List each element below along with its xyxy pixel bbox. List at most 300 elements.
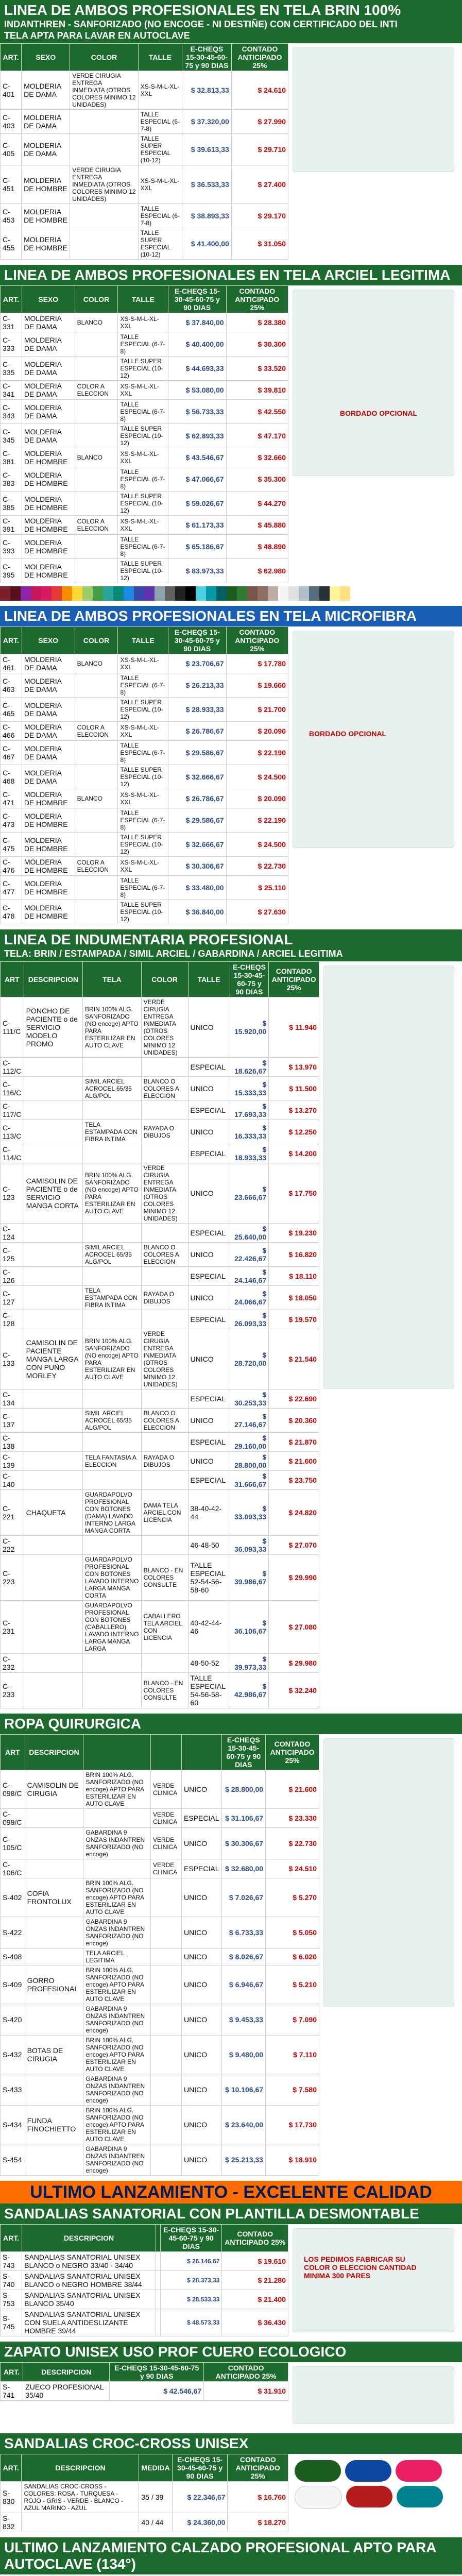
table-cell: $ 44.270 xyxy=(226,492,288,516)
table-cell xyxy=(150,1878,181,1917)
table-cell: $ 47.066,67 xyxy=(168,467,226,492)
table-cell: C-117/C xyxy=(1,1101,24,1120)
table-row xyxy=(1,1673,319,1708)
table-cell xyxy=(24,1077,82,1101)
section-title-zapato: ZAPATO UNISEX USO PROF CUERO ECOLOGICO xyxy=(4,2344,347,2360)
table-cell: C-133 xyxy=(1,1329,24,1389)
table-cell xyxy=(75,424,118,448)
table-cell: BRIN 100% ALG. SANFORIZADO (NO encoge) APTO PARA ESTERILIZAR EN AUTO CLAVE xyxy=(83,2036,151,2074)
table-row xyxy=(1,1433,319,1452)
table-cell: $ 21.600 xyxy=(266,1770,319,1809)
table-cell: C-461 xyxy=(1,654,22,673)
section-sandalias-sanatorial xyxy=(0,2204,462,2336)
table-row xyxy=(1,654,288,673)
table-cell: TALLE ESPECIAL (6-7-8) xyxy=(118,467,168,492)
table-cell: C-475 xyxy=(1,833,22,857)
th-art: ART. xyxy=(1,627,22,654)
section-header-sandalias xyxy=(0,2204,462,2224)
swatch xyxy=(196,586,206,601)
table-cell: TALLE ESPECIAL 52-54-56-58-60 xyxy=(188,1555,230,1601)
table-cell: $ 7.110 xyxy=(266,2036,319,2074)
cell-color: VERDE CIRUGIA ENTREGA INMEDIATA (OTROS COLORES MINIMO 12 UNIDADES) xyxy=(70,71,139,110)
table-cell xyxy=(83,1101,142,1120)
table-cell: VERDE CLINICA xyxy=(150,1770,181,1809)
swatch xyxy=(82,586,93,601)
section-header-calzado-prof xyxy=(0,2537,462,2574)
table-cell xyxy=(75,698,118,722)
table-cell: C-391 xyxy=(1,516,22,535)
swatch xyxy=(10,586,21,601)
table-cell: $ 26.146,67 xyxy=(161,2252,222,2271)
table-cell: $ 9.480,00 xyxy=(221,2036,266,2074)
table-cell: C-233 xyxy=(1,1673,24,1708)
image-arciel xyxy=(288,285,458,583)
croc-color-grid xyxy=(293,2458,454,2511)
table-cell: $ 31.666,67 xyxy=(230,1471,269,1490)
table-row xyxy=(1,900,288,924)
th-tela: TELA xyxy=(83,962,142,997)
table-cell: CAMISOLIN DE PACIENTE MANGA LARGA CON PUÑO MORLEY xyxy=(24,1329,82,1389)
th-descripcion: DESCRIPCION xyxy=(24,962,82,997)
croc-shoe xyxy=(345,2460,391,2482)
table-cell: S-420 xyxy=(1,2004,25,2036)
table-cell xyxy=(141,1267,188,1286)
table-indumentaria-wrap xyxy=(0,961,319,1708)
table-cell xyxy=(75,741,118,765)
table-quirurgica-wrap xyxy=(0,1734,319,2176)
table-cell: MOLDERIA DE HOMBRE xyxy=(22,857,75,876)
table-cell: C-343 xyxy=(1,400,22,424)
table-cell: UNICO xyxy=(182,1878,221,1917)
section-header-brin xyxy=(0,0,462,43)
table-cell: UNICO xyxy=(182,1828,221,1859)
section-subtitle-brin-2: TELA APTA PARA LAVAR EN AUTOCLAVE xyxy=(4,30,190,41)
table-cell: MOLDERIA DE HOMBRE xyxy=(22,516,75,535)
table-cell: $ 42.550 xyxy=(226,400,288,424)
table-cell: UNICO xyxy=(182,1965,221,2004)
table-cell: $ 6.020 xyxy=(266,1948,319,1965)
table-cell xyxy=(75,332,118,357)
table-cell: ESPECIAL xyxy=(188,1471,230,1490)
table-row xyxy=(1,2144,319,2176)
table-cell: MOLDERIA DE DAMA xyxy=(22,741,75,765)
section-header-arciel xyxy=(0,265,462,285)
table-cell: $ 8.026,67 xyxy=(221,1948,266,1965)
table-cell xyxy=(150,1917,181,1948)
swatch xyxy=(206,586,216,601)
table-cell: BRIN 100% ALG. SANFORIZADO (NO encoge) APTO PARA ESTERILIZAR EN AUTO CLAVE xyxy=(83,1770,151,1809)
table-cell xyxy=(75,559,118,583)
table-cell: $ 37.840,00 xyxy=(168,313,226,332)
table-cell: $ 44.693,33 xyxy=(168,357,226,381)
table-cell: $ 56.733,33 xyxy=(168,400,226,424)
table-cell: $ 32.660 xyxy=(226,448,288,467)
section-subtitle-indumentaria: TELA: BRIN / ESTAMPADA / SIMIL ARCIEL / GABARDINA / ARCIEL LEGITIMA xyxy=(4,948,343,959)
table-cell: BRIN 100% ALG. SANFORIZADO (NO encoge) APTO PARA ESTERILIZAR EN AUTO CLAVE xyxy=(83,1329,142,1389)
th-echeq: E-CHEQS 15-30-45-60-75 y 90 DIAS xyxy=(110,2363,204,2382)
table-cell: C-112/C xyxy=(1,1058,24,1077)
model-photo xyxy=(293,631,454,848)
table-row xyxy=(1,2106,319,2144)
table-cell xyxy=(24,1101,82,1120)
table-row xyxy=(1,2036,319,2074)
table-brin xyxy=(0,43,288,260)
table-cell xyxy=(141,1058,188,1077)
table-row xyxy=(1,2309,288,2336)
swatch xyxy=(144,586,155,601)
table-cell: SIMIL ARCIEL ACROCEL 65/35 ALG/POL xyxy=(83,1409,142,1433)
table-row xyxy=(1,1452,319,1471)
table-cell: S-402 xyxy=(1,1878,25,1917)
table-cell xyxy=(75,765,118,789)
table-cell: 40-42-44-46 xyxy=(188,1601,230,1654)
table-cell: $ 17.730 xyxy=(266,2106,319,2144)
table-cell xyxy=(83,1144,142,1163)
th-color: COLOR xyxy=(70,44,139,71)
table-row xyxy=(1,467,288,492)
table-cell xyxy=(141,1471,188,1490)
table-cell xyxy=(150,2144,181,2176)
table-cell: BOTAS DE CIRUGIA xyxy=(25,2036,83,2074)
table-cell xyxy=(24,1471,82,1490)
section-title-calzado-prof: ULTIMO LANZAMIENTO CALZADO PROFESIONAL APTO PARA AUTOCLAVE (134°) xyxy=(4,2539,436,2572)
swatch xyxy=(155,586,165,601)
table-cell: TALLE SUPER ESPECIAL (10-12) xyxy=(118,559,168,583)
table-cell xyxy=(156,2252,161,2271)
swatch xyxy=(237,586,247,601)
th-talle: TALLE xyxy=(118,286,168,313)
table-cell: MOLDERIA DE DAMA xyxy=(22,381,75,400)
sandalias-note: LOS PEDIMOS FABRICAR SU COLOR O ELECCION CANTIDAD MINIMA 300 PARES xyxy=(304,2255,417,2280)
table-cell: MOLDERIA DE HOMBRE xyxy=(22,900,75,924)
table-cell: $ 31.106,67 xyxy=(221,1809,266,1828)
table-cell: ESPECIAL xyxy=(188,1101,230,1120)
table-cell: $ 7.026,67 xyxy=(221,1878,266,1917)
section-zapato xyxy=(0,2342,462,2428)
table-cell: MOLDERIA DE DAMA xyxy=(22,654,75,673)
cell-color xyxy=(70,134,139,165)
cell-art: C-405 xyxy=(1,134,22,165)
table-cell xyxy=(24,1310,82,1329)
table-cell: $ 45.880 xyxy=(226,516,288,535)
table-cell: BRIN 100% ALG. SANFORIZADO (NO encoge) APTO PARA ESTERILIZAR EN AUTO CLAVE xyxy=(83,1163,142,1224)
table-cell: $ 10.106,67 xyxy=(221,2074,266,2106)
table-cell xyxy=(141,1224,188,1243)
table-cell xyxy=(150,2074,181,2106)
table-cell: BLANCO O COLORES A ELECCION xyxy=(141,1077,188,1101)
table-cell: UNICO xyxy=(188,1286,230,1310)
table-cell: S-422 xyxy=(1,1917,25,1948)
table-cell: $ 33.093,33 xyxy=(230,1490,269,1536)
table-croc xyxy=(0,2454,288,2532)
cell-echeq: $ 42.546,67 xyxy=(110,2382,204,2401)
table-cell: $ 30.253,33 xyxy=(230,1389,269,1409)
table-row xyxy=(1,559,288,583)
table-cell xyxy=(24,1120,82,1144)
table-cell: RAYADA O DIBUJOS xyxy=(141,1452,188,1471)
table-cell: SIMIL ARCIEL ACROCEL 65/35 ALG/POL xyxy=(83,1243,142,1267)
table-cell: $ 65.186,67 xyxy=(168,535,226,559)
table-cell: CAMISOLIN DE PACIENTE o de SERVICIO MANGA CORTA xyxy=(24,1163,82,1224)
th-art: ART. xyxy=(1,2454,22,2482)
table-cell xyxy=(24,1433,82,1452)
table-row xyxy=(1,424,288,448)
th-contado: CONTADO ANTICIPADO 25% xyxy=(226,627,288,654)
table-cell: $ 23.330 xyxy=(266,1809,319,1828)
table-row xyxy=(1,2290,288,2309)
table-cell xyxy=(141,1433,188,1452)
table-cell: $ 21.870 xyxy=(269,1433,319,1452)
table-cell: C-468 xyxy=(1,765,22,789)
table-cell xyxy=(75,808,118,833)
table-cell: GABARDINA 9 ONZAS INDANTREN SANFORIZADO (NO encoge) xyxy=(83,1917,151,1948)
table-cell: MOLDERIA DE HOMBRE xyxy=(22,876,75,900)
croc-shoe xyxy=(346,2486,392,2507)
table-cell: BLANCO xyxy=(75,789,118,808)
th-descripcion: DESCRIPCION xyxy=(22,2454,139,2482)
section-title-quirurgica: ROPA QUIRURGICA xyxy=(4,1716,141,1732)
table-cell xyxy=(75,673,118,698)
table-cell: $ 36.093,33 xyxy=(230,1536,269,1555)
cell-talle: TALLE ESPECIAL (6-7-8) xyxy=(138,110,182,134)
section-ropa-quirurgica xyxy=(0,1714,462,2176)
image-sandalias xyxy=(288,2224,458,2336)
table-cell: SIMIL ARCIEL ACROCEL 65/35 ALG/POL xyxy=(83,1077,142,1101)
table-cell: UNICO xyxy=(182,2004,221,2036)
table-cell: $ 32.240 xyxy=(269,1673,319,1708)
croc-shoe xyxy=(295,2460,341,2482)
th-echeq: E-CHEQS 15-30-45-60-75 y 90 DIAS xyxy=(221,1735,266,1770)
table-cell: $ 43.546,67 xyxy=(168,448,226,467)
section-title-indumentaria: LINEA DE INDUMENTARIA PROFESIONAL xyxy=(4,931,293,947)
table-cell: $ 28.373,33 xyxy=(161,2271,222,2290)
table-cell: COLOR A ELECCION xyxy=(75,516,118,535)
table-cell: MOLDERIA DE DAMA xyxy=(22,357,75,381)
table-row xyxy=(1,165,288,204)
table-cell: C-465 xyxy=(1,698,22,722)
image-brin xyxy=(288,43,458,260)
table-cell: $ 20.090 xyxy=(226,789,288,808)
table-cell: $ 27.070 xyxy=(269,1536,319,1555)
table-cell: S-745 xyxy=(1,2309,22,2336)
table-cell: GUARDAPOLVO PROFESIONAL CON BOTONES (CABALLERO) LAVADO INTERNO LARGA MANGA LARGA xyxy=(83,1601,142,1654)
swatch xyxy=(288,586,299,601)
table-cell: MOLDERIA DE HOMBRE xyxy=(22,808,75,833)
table-cell: UNICO xyxy=(188,1120,230,1144)
table-cell: C-128 xyxy=(1,1310,24,1329)
table-cell: ESPECIAL xyxy=(188,1389,230,1409)
table-cell: C-124 xyxy=(1,1224,24,1243)
table-cell: $ 21.280 xyxy=(222,2271,288,2290)
table-cell: XS-S-M-L-XL-XXL xyxy=(118,448,168,467)
table-cell: $ 33.480,00 xyxy=(168,876,226,900)
cell-talle: TALLE SUPER ESPECIAL (10-12) xyxy=(138,134,182,165)
table-cell: TALLE ESPECIAL (6-7-8) xyxy=(118,535,168,559)
cell-descripcion: SANDALIAS CROC-CROSS - COLORES: ROSA - TURQUESA - ROJO - GRIS - VERDE - BLANCO - AZUL MARINO - AZUL xyxy=(22,2482,139,2513)
table-row xyxy=(1,357,288,381)
table-cell: VERDE CIRUGIA ENTREGA INMEDIATA (OTROS COLORES MINIMO 12 UNIDADES) xyxy=(141,997,188,1058)
cell-contado: $ 29.710 xyxy=(231,134,288,165)
table-cell: C-116/C xyxy=(1,1077,24,1101)
table-cell: C-098/C xyxy=(1,1770,25,1809)
model-photo xyxy=(323,1738,454,2007)
table-cell: TALLE SUPER ESPECIAL (10-12) xyxy=(118,492,168,516)
th-blank xyxy=(156,2225,161,2252)
table-cell: C-345 xyxy=(1,424,22,448)
table-cell xyxy=(25,1828,83,1859)
table-cell: C-393 xyxy=(1,535,22,559)
table-cell: $ 28.380 xyxy=(226,313,288,332)
table-cell: $ 20.090 xyxy=(226,722,288,741)
table-row xyxy=(1,1058,319,1077)
table-indumentaria xyxy=(0,961,319,1708)
table-row xyxy=(1,1267,319,1286)
table-cell: $ 20.360 xyxy=(269,1409,319,1433)
table-cell: $ 61.173,33 xyxy=(168,516,226,535)
table-cell: $ 24.510 xyxy=(266,1859,319,1878)
table-cell: C-139 xyxy=(1,1452,24,1471)
th-medida: MEDIDA xyxy=(139,2454,172,2482)
table-cell: MOLDERIA DE DAMA xyxy=(22,765,75,789)
table-cell: $ 33.520 xyxy=(226,357,288,381)
swatch xyxy=(216,586,227,601)
clog-photo xyxy=(293,2366,454,2424)
table-cell: $ 36.430 xyxy=(222,2309,288,2336)
th-contado: CONTADO ANTICIPADO 25% xyxy=(231,44,288,71)
table-cell: COFIA FRONTOLUX xyxy=(25,1878,83,1917)
image-indumentaria xyxy=(319,961,458,1708)
table-cell xyxy=(75,492,118,516)
cell-medida: 40 / 44 xyxy=(139,2513,172,2532)
table-cell: C-477 xyxy=(1,876,22,900)
table-row xyxy=(1,1101,319,1120)
table-row xyxy=(1,833,288,857)
table-row xyxy=(1,1654,319,1673)
table-cell xyxy=(150,2004,181,2036)
table-row xyxy=(1,71,288,110)
table-cell: $ 21.400 xyxy=(222,2290,288,2309)
section-header-microfibra xyxy=(0,606,462,626)
table-cell: ESPECIAL xyxy=(188,1310,230,1329)
cell-talle: XS-S-M-L-XL-XXL xyxy=(138,165,182,204)
badge-bordado: BORDADO OPCIONAL xyxy=(340,409,418,417)
table-cell: TALLE SUPER ESPECIAL (10-12) xyxy=(118,900,168,924)
table-row xyxy=(1,2513,288,2532)
cell-echeq: $ 22.346,67 xyxy=(172,2482,228,2513)
table-cell xyxy=(83,1859,151,1878)
table-cell: $ 40.400,00 xyxy=(168,332,226,357)
section-title-sandalias: SANDALIAS SANATORIAL CON PLANTILLA DESMONTABLE xyxy=(4,2206,419,2222)
table-cell: $ 24.500 xyxy=(226,765,288,789)
table-cell: $ 22.190 xyxy=(226,741,288,765)
table-cell xyxy=(24,1601,82,1654)
section-brin xyxy=(0,0,462,260)
table-row xyxy=(1,1163,319,1224)
table-cell: C-113/C xyxy=(1,1120,24,1144)
th-art: ART. xyxy=(1,2225,22,2252)
table-cell: $ 19.610 xyxy=(222,2252,288,2271)
table-row xyxy=(1,1490,319,1536)
table-cell: $ 83.973,33 xyxy=(168,559,226,583)
table-cell: TALLE ESPECIAL (6-7-8) xyxy=(118,673,168,698)
table-row xyxy=(1,1917,319,1948)
table-cell: $ 21.540 xyxy=(269,1329,319,1389)
table-cell: UNICO xyxy=(182,1917,221,1948)
table-cell: UNICO xyxy=(182,2036,221,2074)
table-cell: $ 24.820 xyxy=(269,1490,319,1536)
table-cell: S-432 xyxy=(1,2036,25,2074)
table-croc-wrap xyxy=(0,2454,288,2532)
table-cell: XS-S-M-L-XL-XXL xyxy=(118,516,168,535)
table-cell: MOLDERIA DE HOMBRE xyxy=(22,448,75,467)
cell-echeq: $ 38.893,33 xyxy=(182,204,232,228)
table-row xyxy=(1,1329,319,1389)
table-cell: SANDALIAS SANATORIAL UNISEX BLANCO 35/40 xyxy=(22,2290,156,2309)
table-cell: UNICO xyxy=(182,1770,221,1809)
table-cell: RAYADA O DIBUJOS xyxy=(141,1286,188,1310)
table-cell: $ 25.213,33 xyxy=(221,2144,266,2176)
table-row xyxy=(1,1409,319,1433)
table-row xyxy=(1,2074,319,2106)
table-cell xyxy=(141,1310,188,1329)
table-row xyxy=(1,1828,319,1859)
table-cell: $ 19.570 xyxy=(269,1310,319,1329)
table-zapato xyxy=(0,2362,288,2401)
table-cell: $ 9.453,33 xyxy=(221,2004,266,2036)
cell-art: C-403 xyxy=(1,110,22,134)
table-cell: S-408 xyxy=(1,1948,25,1965)
swatch xyxy=(21,586,31,601)
cell-art: C-453 xyxy=(1,204,22,228)
table-cell: SANDALIAS SANATORIAL UNISEX BLANCO o NEGRO HOMBRE 38/44 xyxy=(22,2271,156,2290)
table-cell xyxy=(83,1809,151,1828)
table-row xyxy=(1,1859,319,1878)
cell-art: S-832 xyxy=(1,2513,22,2532)
table-cell: $ 30.300 xyxy=(226,332,288,357)
ultimo-lanzamiento-banner: ULTIMO LANZAMIENTO - EXCELENTE CALIDAD xyxy=(0,2181,462,2204)
table-row xyxy=(1,1809,319,1828)
table-cell: $ 28.800,00 xyxy=(221,1770,266,1809)
table-row xyxy=(1,2382,288,2401)
table-cell: $ 15.920,00 xyxy=(230,997,269,1058)
table-row xyxy=(1,1878,319,1917)
sandals-photo xyxy=(293,2228,454,2332)
table-cell: $ 17.693,33 xyxy=(230,1101,269,1120)
table-row xyxy=(1,204,288,228)
table-cell: $ 26.786,67 xyxy=(168,722,226,741)
cell-descripcion: ZUECO PROFESIONAL 35/40 xyxy=(23,2382,110,2401)
table-cell: BLANCO - EN COLORES CONSULTE xyxy=(141,1673,188,1708)
cell-contado: $ 16.760 xyxy=(228,2482,288,2513)
table-cell: C-466 xyxy=(1,722,22,741)
table-cell: $ 48.890 xyxy=(226,535,288,559)
table-cell: TALLE SUPER ESPECIAL (10-12) xyxy=(118,765,168,789)
table-cell: $ 29.980 xyxy=(269,1654,319,1673)
table-cell: ESPECIAL xyxy=(188,1058,230,1077)
table-cell: C-127 xyxy=(1,1286,24,1310)
table-cell: UNICO xyxy=(182,2144,221,2176)
table-cell: TALLE SUPER ESPECIAL (10-12) xyxy=(118,698,168,722)
cell-medida: 35 / 39 xyxy=(139,2482,172,2513)
table-row xyxy=(1,2482,288,2513)
swatch xyxy=(134,586,144,601)
table-cell: $ 23.706,67 xyxy=(168,654,226,673)
table-cell: TELA FANTASIA A ELECCION xyxy=(83,1452,142,1471)
table-cell: $ 47.170 xyxy=(226,424,288,448)
table-cell: $ 36.840,00 xyxy=(168,900,226,924)
table-cell: $ 27.630 xyxy=(226,900,288,924)
table-cell: MOLDERIA DE HOMBRE xyxy=(22,492,75,516)
